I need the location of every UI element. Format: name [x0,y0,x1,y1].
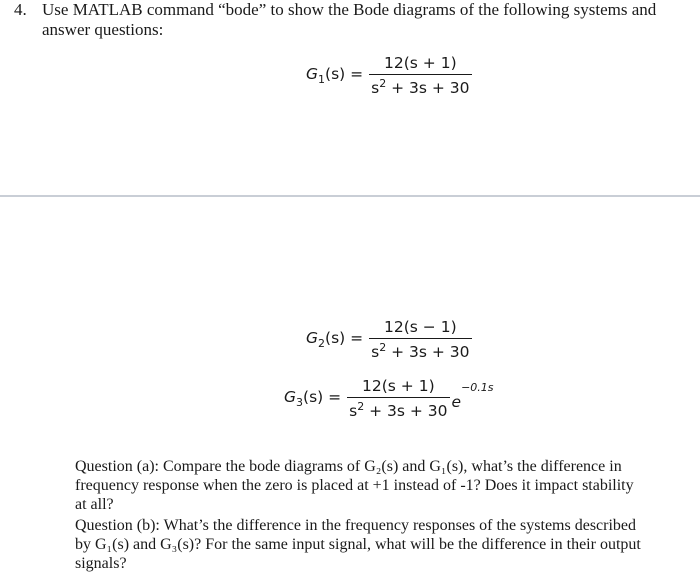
problem-text-1: Use MATLAB command “bode” to show the Bode diagrams of the following systems and [42,0,657,19]
g1-lhs-name: G [306,65,319,84]
equation-g2 [306,318,472,361]
g2-den-pre: s [371,343,380,362]
g2-lhs-arg: (s) = [325,329,364,348]
question-a-line-2: frequency response when the zero is placed at +1 instead of -1? Does it impact stability [75,477,634,494]
problem-number: 4. [14,0,27,19]
g3-exp-base: e [451,392,462,411]
g1-fraction [369,54,471,97]
g1-numerator: 12(s + 1) [384,54,457,72]
g3-den-pow: 2 [357,400,365,413]
question-a [75,457,675,514]
g2-denominator [369,339,471,361]
g3-fraction [347,377,449,420]
equation-g1 [306,54,472,97]
g2-den-post: + 3s + 30 [386,343,470,362]
question-b-line-1: Question (b): What’s the difference in the frequency responses of the systems described [75,517,637,534]
g1-den-pre: s [371,79,380,98]
g1-lhs-arg: (s) = [325,65,364,84]
question-b-line-2: by G₁(s) and G₃(s)? For the same input signal, what will be the difference in their output [75,536,641,553]
g3-lhs-sub: 3 [296,396,304,410]
question-b [75,516,675,573]
g3-lhs-arg: (s) = [303,388,342,407]
g2-numerator: 12(s − 1) [384,318,457,336]
g1-lhs [306,65,363,86]
g3-lhs-name: G [284,388,297,407]
g2-lhs-sub: 2 [318,337,326,351]
g1-den-post: + 3s + 30 [386,79,470,98]
g2-lhs [306,329,363,350]
question-a-line-1: Question (a): Compare the bode diagrams of G₂(s) and G₁(s), what’s the difference in [75,458,622,475]
problem-statement [14,0,690,40]
g3-lhs [284,388,341,409]
g3-exp-power: −0.1s [461,380,494,394]
g2-fraction [369,318,471,361]
g3-delay-term [451,380,494,411]
g1-denominator [369,75,471,97]
g3-den-post: + 3s + 30 [364,402,448,421]
g3-den-pre: s [349,402,358,421]
g3-denominator [347,398,449,420]
section-divider [0,195,700,197]
g1-lhs-sub: 1 [318,73,326,87]
equation-g3 [284,377,494,420]
g2-lhs-name: G [306,329,319,348]
g2-den-pow: 2 [379,341,387,354]
g3-numerator: 12(s + 1) [362,377,435,395]
question-a-line-3: at all? [75,496,114,513]
problem-line-1 [14,0,690,20]
g1-den-pow: 2 [379,77,387,90]
question-b-line-3: signals? [75,555,127,572]
problem-line-2: answer questions: [42,20,164,39]
